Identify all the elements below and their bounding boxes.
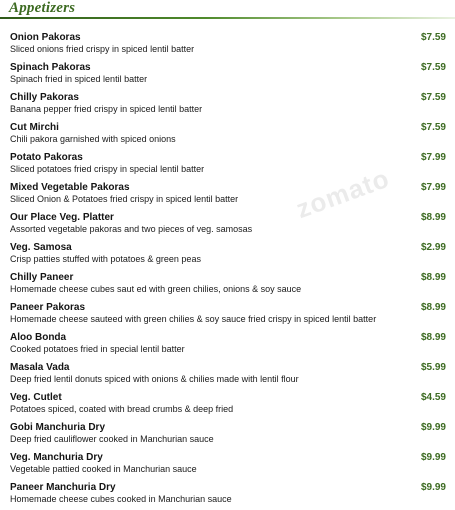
menu-item-name: Paneer Pakoras <box>10 302 86 313</box>
menu-item-list <box>0 30 455 510</box>
menu-item-price: $7.59 <box>420 62 446 73</box>
header-divider <box>0 17 455 19</box>
menu-item-name: Aloo Bonda <box>10 332 67 343</box>
menu-item-description: Sliced Onion & Potatoes fried crispy in spiced lentil batter <box>10 194 239 204</box>
menu-item-description: Cooked potatoes fried in special lentil batter <box>10 344 185 354</box>
menu-item-description: Homemade cheese cubes saut ed with green chilies, onions & soy sauce <box>10 284 302 294</box>
menu-item <box>0 360 455 390</box>
menu-item-name: Gobi Manchuria Dry <box>10 422 106 433</box>
menu-item <box>0 270 455 300</box>
menu-item-price: $7.59 <box>420 32 446 43</box>
menu-item-description: Crisp patties stuffed with potatoes & green peas <box>10 254 201 264</box>
menu-item-description: Deep fried cauliflower cooked in Manchurian sauce <box>10 434 214 444</box>
watermark-logo: zomato <box>292 162 394 225</box>
menu-item-price: $8.99 <box>420 302 446 313</box>
menu-item-description: Sliced potatoes fried crispy in special lentil batter <box>10 164 205 174</box>
menu-item-description: Sliced onions fried crispy in spiced lentil batter <box>10 44 195 54</box>
menu-item-price: $8.99 <box>420 272 446 283</box>
section-header <box>0 0 455 26</box>
menu-item <box>0 330 455 360</box>
menu-item-price: $7.59 <box>420 92 446 103</box>
menu-item-price: $9.99 <box>420 422 446 433</box>
menu-item-price: $7.99 <box>420 152 446 163</box>
menu-item-name: Potato Pakoras <box>10 152 83 163</box>
menu-item-name: Chilly Pakoras <box>10 92 79 103</box>
menu-item <box>0 180 455 210</box>
menu-item-name: Veg. Samosa <box>10 242 72 253</box>
menu-item <box>0 300 455 330</box>
menu-item-price: $5.99 <box>420 362 446 373</box>
menu-item-name: Chilly Paneer <box>10 272 74 283</box>
menu-item-name: Spinach Pakoras <box>10 62 91 73</box>
menu-item <box>0 60 455 90</box>
menu-item-name: Veg. Manchuria Dry <box>10 452 103 463</box>
menu-item-name: Paneer Manchuria Dry <box>10 482 116 493</box>
menu-item <box>0 120 455 150</box>
menu-item <box>0 30 455 60</box>
menu-item <box>0 420 455 450</box>
menu-item-description: Chili pakora garnished with spiced onions <box>10 134 176 144</box>
menu-item <box>0 210 455 240</box>
menu-item-price: $8.99 <box>420 332 446 343</box>
menu-item-description: Spinach fried in spiced lentil batter <box>10 74 148 84</box>
menu-item-description: Homemade cheese sauteed with green chilies & soy sauce fried crispy in spiced lentil batter <box>10 314 377 324</box>
menu-item-description: Potatoes spiced, coated with bread crumbs & deep fried <box>10 404 234 414</box>
menu-item <box>0 240 455 270</box>
menu-item-name: Masala Vada <box>10 362 70 373</box>
menu-item-name: Cut Mirchi <box>10 122 59 133</box>
menu-item-price: $9.99 <box>420 482 446 493</box>
menu-item-price: $2.99 <box>420 242 446 253</box>
menu-item-description: Homemade cheese cubes cooked in Manchurian sauce <box>10 494 232 504</box>
menu-item-price: $8.99 <box>420 212 446 223</box>
section-title: Appetizers <box>9 0 76 16</box>
menu-item-price: $4.59 <box>420 392 446 403</box>
menu-item <box>0 450 455 480</box>
menu-item <box>0 390 455 420</box>
menu-item-price: $7.59 <box>420 122 446 133</box>
menu-item <box>0 150 455 180</box>
menu-item-price: $7.99 <box>420 182 446 193</box>
menu-item <box>0 90 455 120</box>
menu-item-description: Vegetable pattied cooked in Manchurian sauce <box>10 464 197 474</box>
menu-item-description: Banana pepper fried crispy in spiced lentil batter <box>10 104 203 114</box>
menu-item-name: Onion Pakoras <box>10 32 81 43</box>
menu-item <box>0 480 455 510</box>
menu-item-name: Our Place Veg. Platter <box>10 212 114 223</box>
menu-item-name: Mixed Vegetable Pakoras <box>10 182 130 193</box>
menu-item-description: Assorted vegetable pakoras and two pieces of veg. samosas <box>10 224 253 234</box>
menu-item-price: $9.99 <box>420 452 446 463</box>
menu-item-description: Deep fried lentil donuts spiced with onions & chilies made with lentil flour <box>10 374 299 384</box>
menu-item-name: Veg. Cutlet <box>10 392 62 403</box>
